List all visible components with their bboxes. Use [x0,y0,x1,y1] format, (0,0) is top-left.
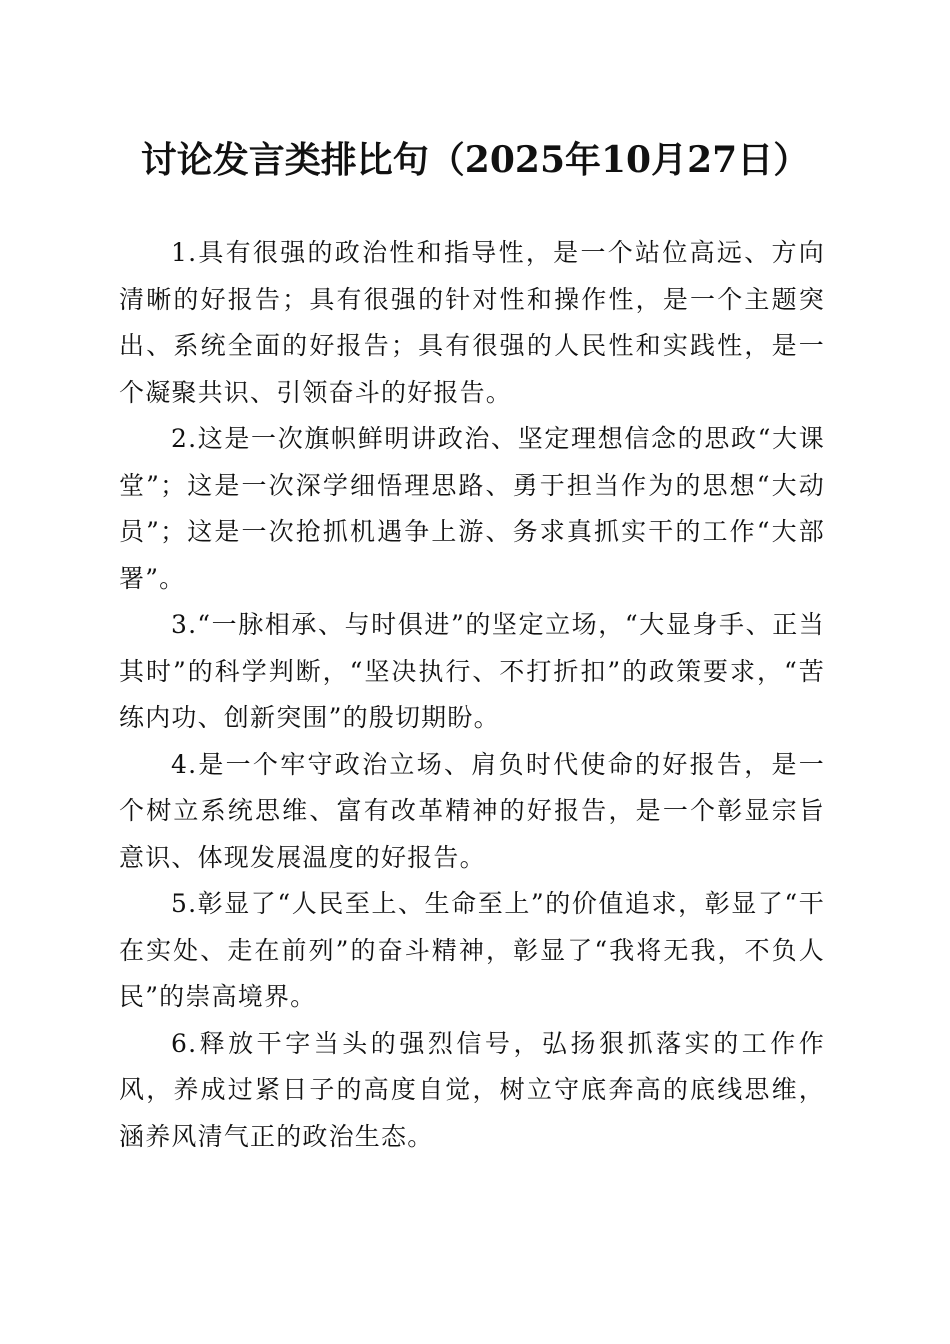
paragraph-4: 4.是一个牢守政治立场、肩负时代使命的好报告，是一个树立系统思维、富有改革精神的好报告，是一个彰显宗旨意识、体现发展温度的好报告。 [119,749,825,872]
paragraph-1: 1.具有很强的政治性和指导性，是一个站位高远、方向清晰的好报告；具有很强的针对性和操作性，是一个主题突出、系统全面的好报告；具有很强的人民性和实践性，是一个凝聚共识、引领奋斗的好报告。 [119,238,825,407]
page-title: 讨论发言类排比句（2025年10月27日） [140,139,810,181]
paragraph-2: 2.这是一次旗帜鲜明讲政治、坚定理想信念的思政“大课堂”；这是一次深学细悟理思路、勇于担当作为的思想“大动员”；这是一次抢抓机遇争上游、务求真抓实干的工作“大部署”。 [119,424,825,593]
paragraph-3: 3.“一脉相承、与时俱进”的坚定立场，“大显身手、正当其时”的科学判断，“坚决执行、不打折扣”的政策要求，“苦练内功、创新突围”的殷切期盼。 [119,610,825,732]
paragraph-5: 5.彰显了“人民至上、生命至上”的价值追求，彰显了“干在实处、走在前列”的奋斗精神，彰显了“我将无我，不负人民”的崇高境界。 [119,889,825,1011]
document-body [119,230,825,1160]
paragraph-6: 6.释放干字当头的强烈信号，弘扬狠抓落实的工作作风，养成过紧日子的高度自觉，树立守底奔高的底线思维，涵养风清气正的政治生态。 [119,1028,825,1151]
